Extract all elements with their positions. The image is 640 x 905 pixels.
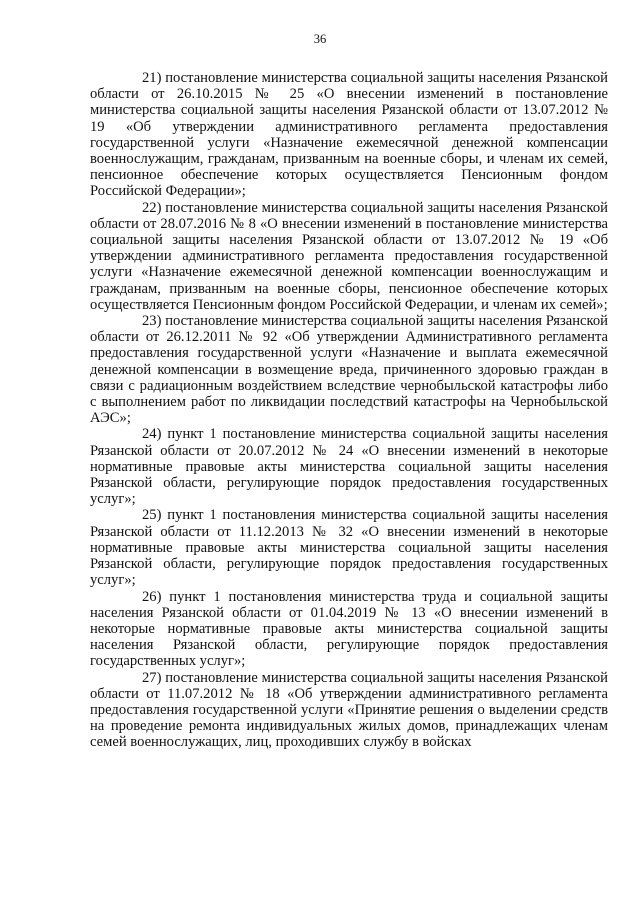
list-item-22: 22) постановление министерства социальной защиты населения Рязанской области от 28.07.2016 № 8 «О внесении изменений в постановление министерства социальной защиты населения Рязанской области от 13.07.2012 № 19 «Об утверждении административного регламента предоставления государственной услуги «Назначение ежемесячной денежной компенсации военнослужащим и гражданам, призванным на военные сборы, пенсионное обеспечение которых осуществляется Пенсионным фондом Российской Федерации, и членам их семей»; [90,199,608,313]
document-body [90,70,608,751]
page-number: 36 [313,32,327,46]
list-item-25: 25) пункт 1 постановления министерства социальной защиты населения Рязанской области от 11.12.2013 № 32 «О внесении изменений в некоторые нормативные правовые акты министерства социальной защиты населения Рязанской области, регулирующие порядок предоставления государственных услуг»; [90,507,608,589]
list-item-21: 21) постановление министерства социальной защиты населения Рязанской области от 26.10.2015 № 25 «О внесении изменений в постановление министерства социальной защиты населения Рязанской области от 13.07.2012 № 19 «Об утверждении административного регламента предоставления государственной услуги «Назначение ежемесячной денежной компенсации военнослужащим, гражданам, призванным на военные сборы, и членам их семей, пенсионное обеспечение которых осуществляется Пенсионным фондом Российской Федерации»; [90,70,608,200]
list-item-24: 24) пункт 1 постановление министерства социальной защиты населения Рязанской области от 20.07.2012 № 24 «О внесении изменений в некоторые нормативные правовые акты министерства социальной защиты населения Рязанской области, регулирующие порядок предоставления государственных услуг»; [90,426,608,508]
list-item-23: 23) постановление министерства социальной защиты населения Рязанской области от 26.12.2011 № 92 «Об утверждении Административного регламента предоставления государственной услуги «Назначение и выплата ежемесячной денежной компенсации в возмещение вреда, причиненного здоровью граждан в связи с радиационным воздействием вследствие чернобыльской катастрофы либо с выполнением работ по ликвидации последствий катастрофы на Чернобыльской АЭС»; [90,313,608,427]
list-item-27: 27) постановление министерства социальной защиты населения Рязанской области от 11.07.2012 № 18 «Об утверждении административного регламента предоставления государственной услуги «Принятие решения о выделении средств на проведение ремонта индивидуальных жилых домов, принадлежащих членам семей военнослужащих, лиц, проходивших службу в войсках [90,669,608,751]
list-item-26: 26) пункт 1 постановления министерства труда и социальной защиты населения Рязанской области от 01.04.2019 № 13 «О внесении изменений в некоторые нормативные правовые акты министерства социальной защиты населения Рязанской области, регулирующие порядок предоставления государственных услуг»; [90,588,608,670]
